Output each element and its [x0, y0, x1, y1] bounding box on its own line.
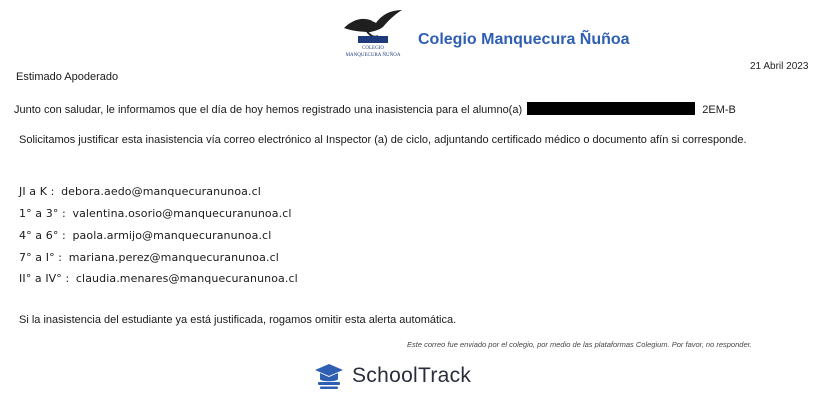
contact-row	[19, 207, 292, 220]
student-course: 2EM-B	[702, 104, 736, 116]
logo-subtext: MANQUECURA ÑUÑOA	[345, 53, 401, 58]
contact-row	[19, 185, 261, 198]
contact-range: 4° a 6° :	[19, 229, 66, 242]
closing-paragraph: Si la inasistencia del estudiante ya está justificada, rogamos omitir esta alerta automática.	[19, 314, 457, 326]
contact-range: 7° a I° :	[19, 251, 63, 264]
intro-paragraph	[14, 102, 736, 116]
greeting: Estimado Apoderado	[16, 71, 119, 83]
contact-range: II° a IV° :	[19, 272, 70, 285]
contact-range: JI a K :	[19, 185, 55, 198]
letter-date: 21 Abril 2023	[750, 61, 809, 72]
contact-email[interactable]: paola.armijo@manquecuranunoa.cl	[72, 229, 272, 242]
brand-name: SchoolTrack	[352, 364, 472, 387]
contact-email[interactable]: debora.aedo@manquecuranunoa.cl	[61, 185, 261, 198]
redacted-student-name	[527, 102, 695, 115]
intro-text: Junto con saludar, le informamos que el día de hoy hemos registrado una inasistencia para el alumno(a)	[14, 104, 523, 116]
condor-crest-icon	[336, 6, 410, 62]
footer-notice: Este correo fue enviado por el colegio, por medio de las plataformas Colegium. Por favor, no responder.	[407, 340, 752, 349]
graduation-cap-icon	[314, 362, 344, 390]
contact-row	[19, 272, 298, 285]
justification-request: Solicitamos justificar esta inasistencia vía correo electrónico al Inspector (a) de ciclo, adjuntando certificado médico o documento afín si corresponde.	[19, 134, 747, 146]
contact-range: 1° a 3° :	[19, 207, 66, 220]
schooltrack-logo	[314, 361, 471, 391]
school-logo	[336, 6, 410, 62]
contact-email[interactable]: mariana.perez@manquecuranunoa.cl	[68, 251, 279, 264]
contact-row	[19, 229, 271, 242]
logo-text: COLEGIO	[362, 46, 384, 51]
contact-row	[19, 251, 279, 264]
contact-email[interactable]: claudia.menares@manquecuranunoa.cl	[75, 272, 298, 285]
contact-email[interactable]: valentina.osorio@manquecuranunoa.cl	[72, 207, 292, 220]
school-name: Colegio Manquecura Ñuñoa	[418, 31, 630, 48]
